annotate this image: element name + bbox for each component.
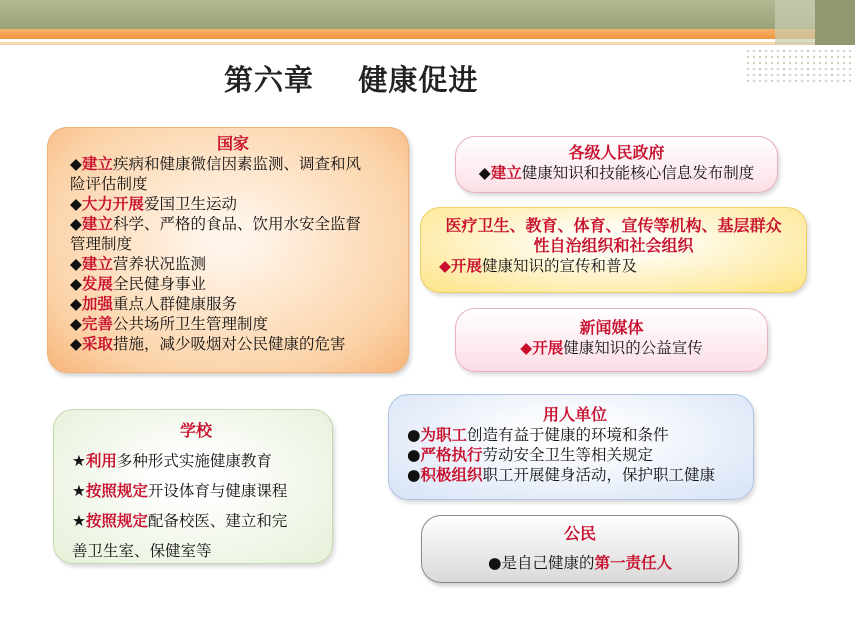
employer-item: ●为职工创造有益于健康的环境和条件 [407, 426, 669, 444]
employer-box [388, 394, 754, 500]
government-box [455, 136, 778, 193]
national-item: 管理制度 [70, 235, 133, 253]
header-band-thin [0, 42, 855, 45]
school-item: 善卫生室、保健室等 [72, 542, 212, 560]
government-item: ◆建立健康知识和技能核心信息发布制度 [478, 164, 755, 182]
organizations-heading-line2: 性自治组织和社会组织 [533, 236, 694, 255]
national-item: ◆建立营养状况监测 [70, 255, 206, 273]
citizen-item: ●是自己健康的第一责任人 [487, 554, 673, 572]
employer-item: ●严格执行劳动安全卫生等相关规定 [407, 446, 654, 464]
citizen-heading: 公民 [563, 524, 596, 543]
national-item: ◆建立疾病和健康微信因素监测、调查和风 [70, 155, 361, 173]
media-box [455, 308, 768, 372]
national-item: ◆发展全民健身事业 [70, 275, 206, 293]
organizations-box [420, 207, 807, 293]
national-heading: 国家 [216, 134, 249, 153]
national-box [47, 127, 409, 373]
employer-item: ●积极组织职工开展健身活动，保护职工健康 [407, 466, 716, 484]
header-band-orange [0, 29, 855, 39]
media-item: ◆开展健康知识的公益宣传 [520, 339, 703, 357]
employer-heading: 用人单位 [542, 405, 607, 424]
national-item: ◆采取措施，减少吸烟对公民健康的危害 [70, 335, 346, 353]
national-item: ◆完善公共场所卫生管理制度 [70, 315, 268, 333]
school-item: ★利用多种形式实施健康教育 [72, 452, 272, 470]
national-item: ◆大力开展爱国卫生运动 [70, 195, 237, 213]
school-box [53, 409, 333, 564]
national-item: 险评估制度 [70, 175, 148, 193]
header-corner-dark [815, 0, 855, 45]
school-heading: 学校 [179, 421, 212, 440]
decorative-dot-pattern [745, 48, 855, 82]
national-item: ◆加强重点人群健康服务 [70, 295, 237, 313]
header-corner-light [775, 0, 815, 45]
slide-title: 第六章 健康促进 [224, 63, 479, 97]
header-band-olive [0, 0, 855, 29]
national-item: ◆建立科学、严格的食品、饮用水安全监督 [70, 215, 361, 233]
organizations-item: ◆开展健康知识的宣传和普及 [439, 257, 637, 275]
school-item: ★按照规定开设体育与健康课程 [72, 482, 288, 500]
citizen-box [421, 515, 739, 583]
government-heading: 各级人民政府 [568, 143, 665, 162]
school-item: ★按照规定配备校医、建立和完 [72, 512, 288, 530]
media-heading: 新闻媒体 [579, 318, 644, 337]
organizations-heading-line1: 医疗卫生、教育、体育、宣传等机构、基层群众 [445, 216, 782, 235]
